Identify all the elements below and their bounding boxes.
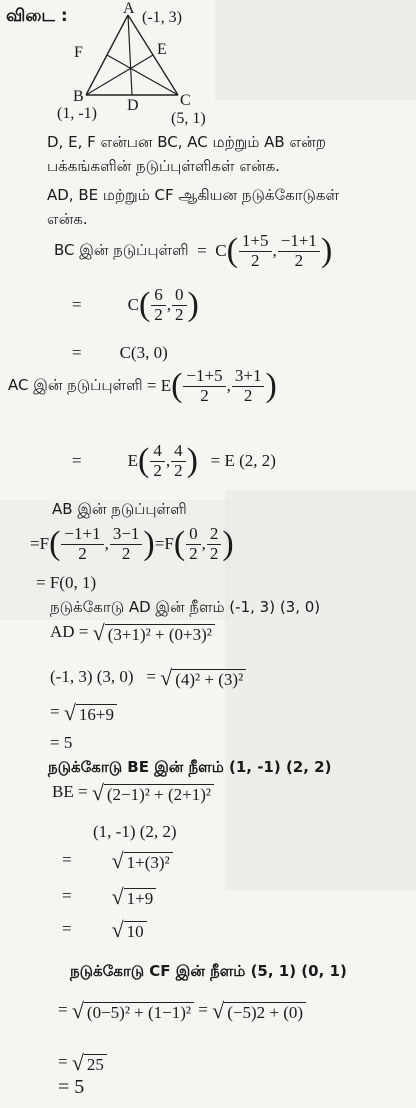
midpoint-e-label: E	[157, 41, 167, 58]
background-scan-noise	[215, 0, 416, 100]
ad-step-2: (-1, 3) (3, 0) = √ (4)² + (3)²	[50, 665, 246, 691]
vertex-b-coord: (1, -1)	[57, 105, 97, 122]
bc-step-2: = C ( $\frac{6}{2}$ , $\frac{0}{2}$ )	[72, 284, 199, 324]
be-step-4: = √ 1+9	[62, 884, 156, 910]
midpoint-d-label: D	[127, 97, 139, 114]
be-result: = √ 10	[62, 917, 147, 943]
ac-step-2: = E ( $\frac{4}{2}$ , $\frac{4}{2}$ ) = E (2, 2)	[72, 440, 276, 480]
cf-result: = 5	[58, 1076, 85, 1098]
vertex-c-label: C	[180, 92, 191, 109]
ad-step-1: AD = √ (3+1)² + (0+3)²	[50, 620, 215, 646]
be-length-label: நடுக்கோடு BE இன் நீளம் (1, -1) (2, 2)	[48, 758, 332, 776]
answer-label: விடை :	[6, 6, 68, 26]
background-scan-noise	[225, 490, 416, 890]
bc-midpoint-formula: BC இன் நடுப்புள்ளி = C ( $\frac{1+5}{2}$ , $\frac{-1+1}{2}$ )	[54, 230, 333, 270]
vertex-c-coord: (5, 1)	[171, 110, 206, 127]
intro-line-2: பக்கங்களின் நடுப்புள்ளிகள் என்க.	[47, 157, 280, 175]
midpoint-f-label: F	[74, 44, 83, 61]
ad-length-label: நடுக்கோடு AD இன் நீளம் (-1, 3) (3, 0)	[50, 598, 321, 616]
bc-step-3: = C(3, 0)	[72, 343, 168, 362]
intro-line-4: என்க.	[47, 210, 88, 228]
be-step-2: (1, -1) (2, 2)	[93, 822, 177, 841]
vertex-a-coord: (-1, 3)	[142, 9, 182, 26]
vertex-a-label: A	[123, 0, 135, 17]
be-step-1: BE = √ (2−1)² + (2+1)²	[52, 780, 214, 806]
ad-step-3: = √ 16+9	[50, 700, 117, 726]
cf-step-1: = √ (0−5)² + (1−1)² = √ (−5)2 + (0)	[58, 998, 306, 1024]
vertex-b-label: B	[73, 88, 84, 105]
intro-line-3: AD, BE மற்றும் CF ஆகியன நடுக்கோடுகள்	[47, 186, 340, 204]
be-step-3: = √ 1+(3)²	[62, 848, 173, 874]
ab-midpoint-formula: = F ( $\frac{-1+1}{2}$ , $\frac{3-1}{2}$ ) = F ( $\frac{0}{2}$ , $\frac{2}{2}$ )	[30, 523, 234, 563]
ad-result: = 5	[50, 733, 73, 752]
cf-step-2: = √ 25	[58, 1050, 107, 1076]
ab-result: = F(0, 1)	[36, 573, 97, 592]
ab-midpoint-label: AB இன் நடுப்புள்ளி	[52, 500, 187, 518]
cf-length-label: நடுக்கோடு CF இன் நீளம் (5, 1) (0, 1)	[70, 962, 347, 980]
ac-midpoint-formula: AC இன் நடுப்புள்ளி = E ( $\frac{-1+5}{2}$ , $\frac{3+1}{2}$ )	[8, 365, 277, 405]
intro-line-1: D, E, F என்பன BC, AC மற்றும் AB என்ற	[47, 133, 326, 151]
